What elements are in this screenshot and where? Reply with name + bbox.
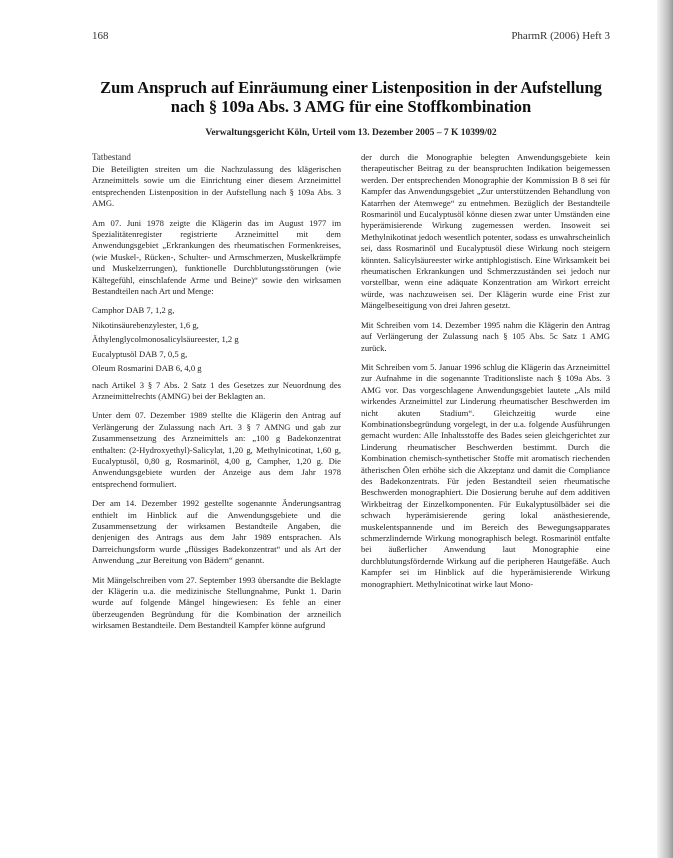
paragraph: Mit Schreiben vom 5. Januar 1996 schlug die Klägerin das Arzneimittel zur Aufnahme in die sogenannte Traditionsliste nach § 109a Abs. 3 AMG vor. Das vorgeschlagene Anwendungsgebiet lautete „Als mild wirkendes Arzneimittel zur Linderung rheumatischer Beschwerden im nicht akuten Stadium“. Gleichzeitig wurde eine Kombinationsbegründung vorgelegt, in der u.a. folgende Ausführungen gemacht wurden: Alle Inhaltsstoffe des Bades seien gleichgerichtet zur Linderung rheumatischer Beschwerden bestimmt. Durch die Kombination chemisch-synthetischer Stoffe mit aromatisch riechenden ätherischen Ölen erhöhe sich die Akzeptanz und damit die Compliance des Badekonzentrats. Für jeden Bestandteil seien rheumatische Beschwerden monographiert. Die Dosierung beruhe auf dem additiven Wirkbeitrag der Einzelkomponenten. Für Eukalyptusölbäder sei die schwach hyperämisierende gering lokal anästhesierende, muskelentspannende und im Bereich des Bewegungsapparates schmerzlindernde Wirkung monographisch belegt. Rosmarinöl entfalte bei äußerlicher Anwendung laut Monographie eine durchblutungsfördernde Wirkung auf die peripheren Hautgefäße. Auch Kampfer sei im Hinblick auf die hyperämisierende Wirkung monographiert. Methylnicotinat wirke laut Mono- — [361, 361, 610, 589]
right-column — [361, 152, 610, 640]
paragraph: Mit Schreiben vom 14. Dezember 1995 nahm die Klägerin den Antrag auf Verlängerung der Zulassung nach § 105 Abs. 5c Satz 1 AMG zurück. — [361, 319, 610, 353]
running-header — [92, 30, 610, 42]
paragraph: Mit Mängelschreiben vom 27. September 1993 übersandte die Beklagte der Klägerin u.a. die medizinische Stellungnahme, Punkt 1. Darin wurde auf folgende Mängel hingewiesen: Es fehle an einer überzeugenden Begründung für die Kombination der arzneilich wirksamen Bestandteile. Dem Bestandteil Kampfer könne aufgrund — [92, 574, 341, 631]
court-citation: Verwaltungsgericht Köln, Urteil vom 13. Dezember 2005 – 7 K 10399/02 — [205, 128, 497, 138]
ingredient-item: Nikotinsäurebenzylester, 1,6 g, — [92, 319, 199, 330]
paragraph: nach Artikel 3 § 7 Abs. 2 Satz 1 des Gesetzes zur Neuordnung des Arzneimittelrechts (AMNG) bei der Beklagten an. — [92, 379, 341, 401]
left-column — [92, 152, 341, 640]
section-heading: Tatbestand — [92, 152, 131, 162]
ingredient-item: Camphor DAB 7, 1,2 g, — [92, 305, 175, 316]
document-page — [92, 30, 610, 838]
ingredient-item: Äthylenglycolmonosalicylsäureester, 1,2 g — [92, 334, 239, 345]
title-line-2: nach § 109a Abs. 3 AMG für eine Stoffkombination — [170, 97, 532, 116]
paragraph: Der am 14. Dezember 1992 gestellte sogenannte Änderungsantrag enthielt im Hinblick auf die Anwendungsgebiete und die Zusammensetzung der wirksamen Bestandteile Angaben, die denjenigen des Antrags aus dem Jahr 1989 entsprachen. Als Darreichungsform wurde „flüssiges Badekonzentrat“ und als Art der Anwendung „zur Bereitung von Bädern“ genannt. — [92, 498, 341, 566]
article-title — [92, 78, 610, 116]
ingredient-item: Eucalyptusöl DAB 7, 0,5 g, — [92, 348, 188, 359]
ingredient-item: Oleum Rosmarini DAB 6, 4,0 g — [92, 363, 202, 374]
paragraph: Die Beteiligten streiten um die Nachzulassung des klägerischen Arzneimittels sowie um die Einrichtung einer diesem Arzneimittel entsprechenden Listenposition in der Aufstellung nach § 109a Abs. 3 AMG. — [92, 164, 341, 209]
paragraph: der durch die Monographie belegten Anwendungsgebiete kein therapeutischer Beitrag zu der beanspruchten Indikation beigemessen werden. Der entsprechenden Monographie der Kommission B 8 sei für Kampfer das Anwendungsgebiet „Zur unterstützenden Behandlung von Katarrhen der Atemwege“ zu entnehmen. Bezüglich der Bestandteile Rosmarinöl und Eucalyptusöl könne diesen zwar unter Umständen eine hyperämisierende Wirkung zugemessen werden. Insoweit sei Methylnikotinat jedoch wesentlich potenter, sodass es unwahrscheinlich sei, dass Rosmarinöl und Eucalyptusöl diese Wirkung noch steigern könnten. Salicylsäureester wirke antiphlogistisch. Eine Wirksamkeit bei rheumatischen Erkrankungen und Schmerzzuständen sei jedoch nur vorstellbar, wenn eine adäquate Konzentration am Wirkort erreicht würde, was nachzuweisen sei. Der Klägerin wurde eine Frist zur Mängelbeseitigung von drei Jahren gesetzt. — [361, 152, 610, 311]
paragraph: Unter dem 07. Dezember 1989 stellte die Klägerin den Antrag auf Verlängerung der Zulassung nach Art. 3 § 7 AMNG und gab zur Zusammensetzung des Arzneimittels an: „100 g Badekonzentrat enthalten: (2-Hydroxyethyl)-Salicylat, 1,20 g, Methylnicotinat, 1,60 g, Eucalyptusöl, 0,80 g, Rosmarinöl, 4,00 g, Campher, 1,20 g. Die Anwendungsgebiete wurden der Anzeige aus dem Jahr 1978 entsprechend formuliert. — [92, 410, 341, 489]
title-line-1: Zum Anspruch auf Einräumung einer Listenposition in der Aufstellung — [100, 78, 602, 97]
scan-page-edge — [657, 0, 673, 858]
two-column-body — [92, 152, 610, 640]
page-number: 168 — [92, 30, 109, 42]
paragraph: Am 07. Juni 1978 zeigte die Klägerin das im August 1977 im Spezialitätenregister registrierte Arzneimittel mit dem Anwendungsgebiet „Erkrankungen des rheumatischen Formenkreises, (wie Muskel-, Rücken-, Schulter- und Armschmerzen, Muskelkrämpfe und Muskelzerrungen), funktionelle Durchblutungsstörungen (wie Kältegefühl, einschlafende Arme und Beine)“ sowie den wirksamen Bestandteilen nach Art und Menge: — [92, 217, 341, 297]
journal-issue: PharmR (2006) Heft 3 — [511, 30, 610, 42]
